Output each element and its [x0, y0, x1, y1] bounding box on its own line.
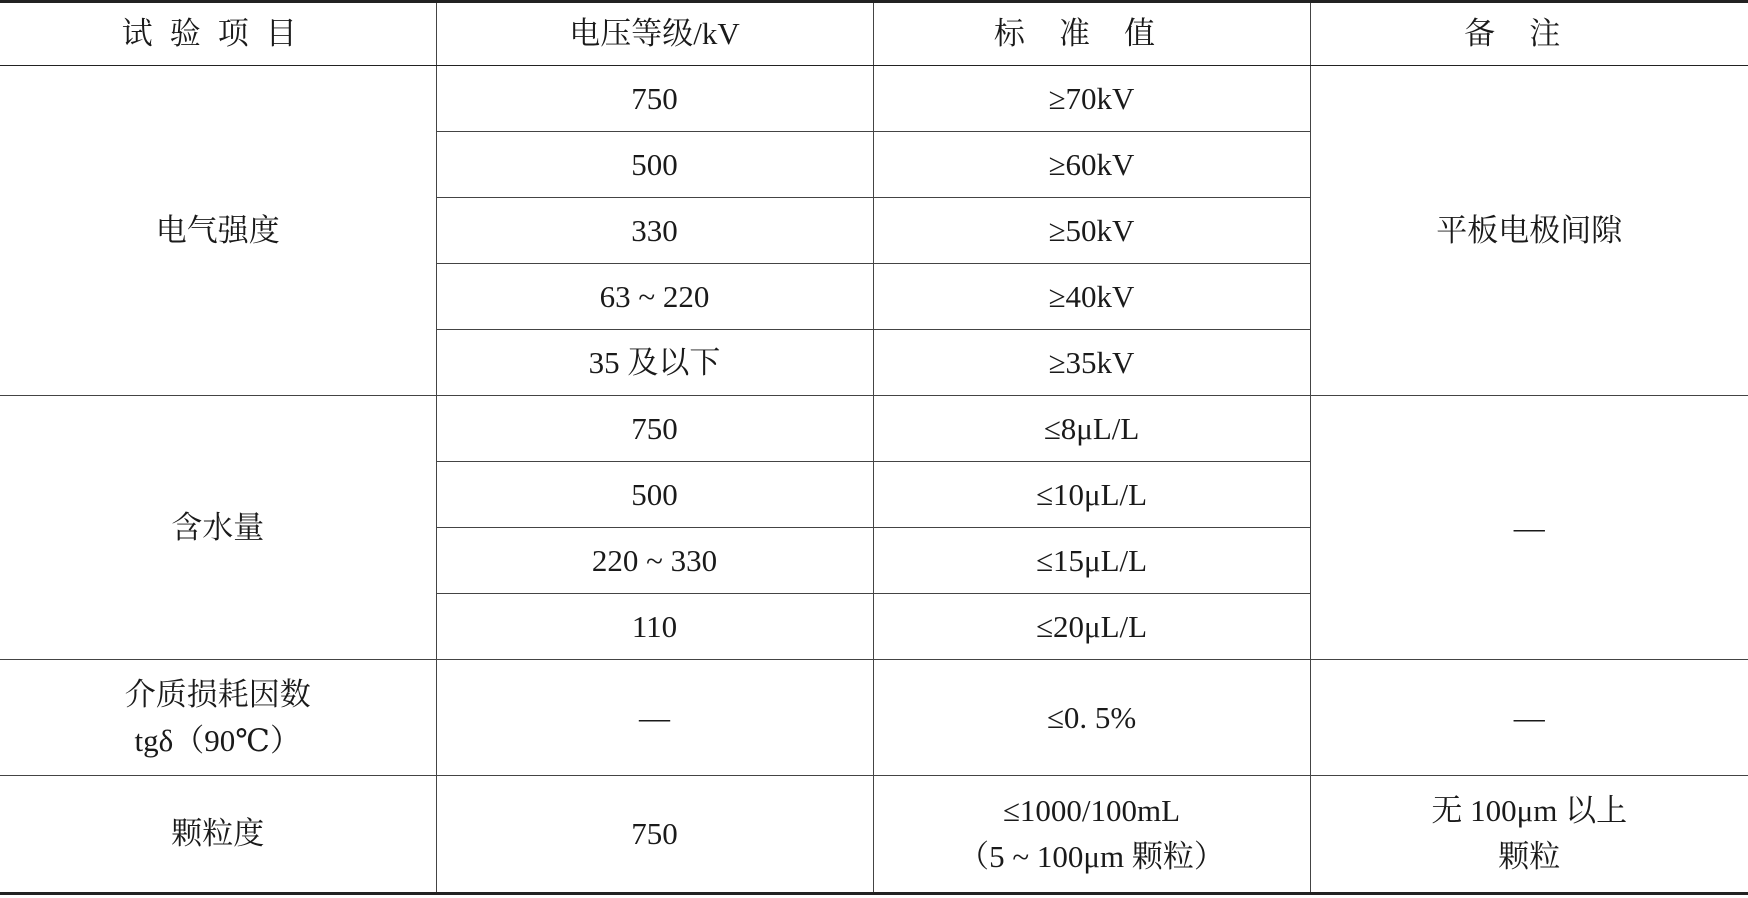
header-row: [0, 2, 1748, 66]
standard-cell: ≤10μL/L: [873, 462, 1310, 528]
voltage-cell: 330: [436, 198, 873, 264]
voltage-cell: —: [436, 660, 873, 776]
voltage-cell: 110: [436, 594, 873, 660]
particle-standard-line-1: ≤1000/100mL: [1002, 793, 1181, 828]
particle-remark-line-1: 无 100μm 以上: [1431, 793, 1628, 828]
standard-cell: ≥70kV: [873, 66, 1310, 132]
header-standard-value: 标准值: [873, 2, 1310, 66]
particle-standard-line-2: （5 ~ 100μm 颗粒）: [958, 839, 1225, 874]
standard-cell: ≤20μL/L: [873, 594, 1310, 660]
voltage-cell: 750: [436, 66, 873, 132]
standard-cell: ≤8μL/L: [873, 396, 1310, 462]
test-item-particle-count: 颗粒度: [0, 776, 436, 894]
voltage-cell: 63 ~ 220: [436, 264, 873, 330]
dielectric-loss-label: 介质损耗因数: [124, 676, 311, 712]
header-voltage-class: 电压等级/kV: [436, 2, 873, 66]
test-item-electrical-strength: 电气强度: [0, 66, 436, 396]
table-body: [0, 66, 1748, 894]
test-item-dielectric-loss: [0, 660, 436, 776]
particle-remark-line-2: 颗粒: [1498, 839, 1561, 874]
table-row: [0, 776, 1748, 894]
voltage-cell: 750: [436, 776, 873, 894]
standard-cell: ≥50kV: [873, 198, 1310, 264]
remark-electrical-strength: 平板电极间隙: [1310, 66, 1748, 396]
remark-particle-count: [1310, 776, 1748, 894]
remark-water-content: —: [1310, 396, 1748, 660]
voltage-cell: 500: [436, 132, 873, 198]
table-header: [0, 2, 1748, 66]
test-item-water-content: 含水量: [0, 396, 436, 660]
standard-cell: ≥60kV: [873, 132, 1310, 198]
voltage-cell: 750: [436, 396, 873, 462]
voltage-cell: 35 及以下: [436, 330, 873, 396]
remark-dielectric-loss: —: [1310, 660, 1748, 776]
standard-cell: ≥40kV: [873, 264, 1310, 330]
voltage-cell: 220 ~ 330: [436, 528, 873, 594]
header-remarks: 备注: [1310, 2, 1748, 66]
standard-cell: ≥35kV: [873, 330, 1310, 396]
table-row: [0, 396, 1748, 462]
standard-cell: ≤0. 5%: [873, 660, 1310, 776]
table-row: [0, 66, 1748, 132]
standard-cell: ≤15μL/L: [873, 528, 1310, 594]
dielectric-loss-symbol: tgδ（90℃）: [134, 722, 301, 758]
standard-cell: [873, 776, 1310, 894]
table-row: [0, 660, 1748, 776]
voltage-cell: 500: [436, 462, 873, 528]
header-test-item: 试验项目: [0, 2, 436, 66]
